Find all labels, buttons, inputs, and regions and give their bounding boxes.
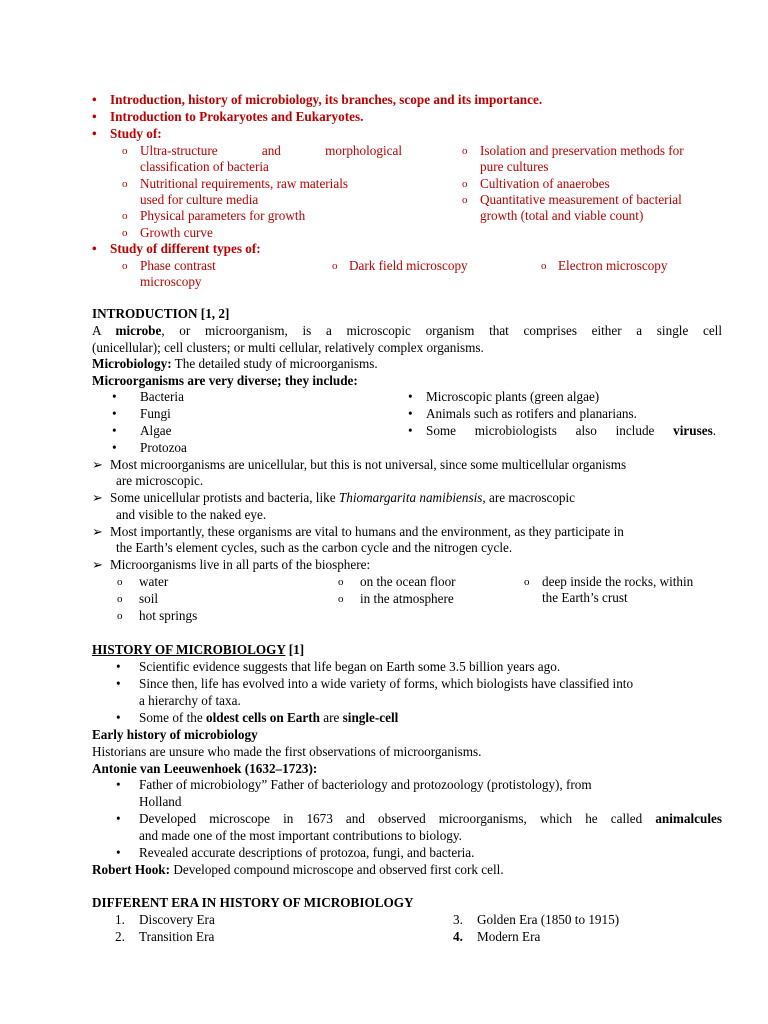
circle-bullet-icon: o [117, 576, 123, 589]
study-of-left-column [122, 143, 402, 242]
bullet-icon: • [92, 241, 97, 256]
list-item: o Isolation and preservation methods for pure cultures [462, 143, 684, 174]
circle-bullet-icon: o [462, 194, 468, 206]
organism-list-right: • Microscopic plants (green algae) • Animals such as rotifers and planarians. • Some microbiologists also include viruses. [408, 389, 716, 439]
bullet-icon: • [116, 710, 121, 726]
circle-bullet-icon: o [122, 210, 128, 222]
circle-bullet-icon: o [462, 145, 468, 157]
list-item: • Since then, life has evolved into a wide variety of forms, which biologists have classified into a hierarchy of taxa. [116, 676, 634, 709]
bullet-icon: • [116, 811, 121, 827]
paragraph: A microbe, or microorganism, is a microscopic organism that comprises either a single cell [92, 323, 722, 338]
list-item: • Some of the oldest cells on Earth are single-cell [116, 710, 399, 726]
list-item: o Cultivation of anaerobes [462, 176, 610, 191]
circle-bullet-icon: o [122, 227, 128, 239]
bullet-icon: • [408, 389, 413, 405]
bullet-icon: • [116, 777, 121, 793]
circle-bullet-icon: o [117, 610, 123, 623]
document-page [92, 92, 722, 946]
bullet-icon: • [112, 406, 117, 422]
syllabus-outline [92, 92, 722, 292]
list-item: o Nutritional requirements, raw materials used for culture media [122, 176, 348, 207]
section-heading: DIFFERENT ERA IN HISTORY OF MICROBIOLOGY [92, 894, 414, 910]
list-item: o Quantitative measurement of bacterial growth (total and viable count) [462, 192, 682, 223]
arrow-point: ➢ Most microorganisms are unicellular, but this is not universal, since some multicellular organisms are microscopic. [92, 457, 627, 489]
arrow-bullet-icon: ➢ [92, 457, 104, 473]
bullet-icon: • [116, 845, 121, 861]
section-heading: HISTORY OF MICROBIOLOGY [1] [92, 642, 305, 658]
bullet-icon: • [92, 126, 97, 141]
circle-bullet-icon: o [332, 260, 338, 272]
eras-section [92, 895, 722, 946]
subheading: Microorganisms are very diverse; they include: [92, 372, 358, 388]
list-item: • Scientific evidence suggests that life began on Earth some 3.5 billion years ago. [116, 659, 561, 675]
bullet-icon: • [92, 92, 97, 107]
organism-list [92, 389, 722, 457]
paragraph: Robert Hook: Developed compound microscope and observed first cork cell. [92, 862, 504, 878]
circle-bullet-icon: o [122, 145, 128, 157]
arrow-bullet-icon: ➢ [92, 490, 104, 506]
circle-bullet-icon: o [541, 260, 547, 272]
list-item: • Developed microscope in 1673 and observed microorganisms, which he called animalcules and made one of the most important contributions to biology. [116, 811, 722, 844]
circle-bullet-icon: o [462, 178, 468, 190]
bullet-icon: • [408, 406, 413, 422]
bullet-icon: • [112, 423, 117, 439]
bullet-icon: • [112, 389, 117, 405]
list-item: o Ultra-structure and morphological classification of bacteria [122, 143, 402, 174]
bullet-icon: • [116, 676, 121, 692]
paragraph: Microbiology: The detailed study of microorganisms. [92, 356, 378, 372]
circle-bullet-icon: o [117, 593, 123, 606]
list-item: • Father of microbiology” Father of bacteriology and protozoology (protistology), from Holland [116, 777, 592, 810]
study-of-right-column [462, 143, 724, 224]
arrow-point: ➢ Some unicellular protists and bacteria, like Thiomargarita namibiensis, are macroscopic and visible to the naked eye. [92, 490, 576, 523]
subheading: Early history of microbiology [92, 727, 258, 743]
subheading: Antonie van Leeuwenhoek (1632–1723): [92, 760, 318, 776]
circle-bullet-icon: o [122, 260, 128, 272]
list-item: o Growth curve [122, 225, 213, 240]
circle-bullet-icon: o [524, 576, 530, 589]
habitat-list: o water o soil o hot springs o on the ocean floor o in the atmosphere o deep inside the rocks, within the Earth’s crust [117, 574, 694, 624]
outline-item: • Study of different types of: [92, 241, 261, 256]
circle-bullet-icon: o [338, 576, 344, 589]
arrow-point: ➢ Microorganisms live in all parts of the biosphere: [92, 557, 371, 573]
organism-list-left: • Bacteria • Fungi • Algae • Protozoa [112, 389, 187, 456]
study-of-columns [92, 143, 722, 241]
section-heading: INTRODUCTION [1, 2] [92, 306, 230, 321]
paragraph: Historians are unsure who made the first observations of microorganisms. [92, 743, 482, 759]
list-item: • Revealed accurate descriptions of protozoa, fungi, and bacteria. [116, 845, 475, 861]
outline-item: • Introduction, history of microbiology, its branches, scope and its importance. [92, 92, 543, 107]
arrow-point: ➢ Most importantly, these organisms are vital to humans and the environment, as they participate in the Earth’s element cycles, such as the carbon cycle and the nitrogen cycle. [92, 524, 624, 556]
outline-item: • Study of: [92, 126, 162, 141]
bullet-icon: • [112, 440, 117, 456]
arrow-bullet-icon: ➢ [92, 557, 104, 573]
introduction-section [92, 306, 722, 626]
bullet-icon: • [408, 423, 413, 439]
circle-bullet-icon: o [122, 178, 128, 190]
era-list: 1. Discovery Era 2. Transition Era 3. Golden Era (1850 to 1915) 4. Modern Era [115, 911, 620, 944]
bullet-icon: • [116, 659, 121, 675]
history-section [92, 642, 722, 878]
outline-item: • Introduction to Prokaryotes and Eukaryotes. [92, 109, 364, 124]
paragraph: (unicellular); cell clusters; or multi cellular, relatively complex organisms. [92, 339, 484, 355]
circle-bullet-icon: o [338, 593, 344, 606]
bullet-icon: • [92, 109, 97, 124]
study-types-row: o Phase contrast microscopy o Dark field microscopy o Electron microscopy [122, 258, 668, 289]
list-item: o Physical parameters for growth [122, 208, 306, 223]
arrow-bullet-icon: ➢ [92, 524, 104, 540]
